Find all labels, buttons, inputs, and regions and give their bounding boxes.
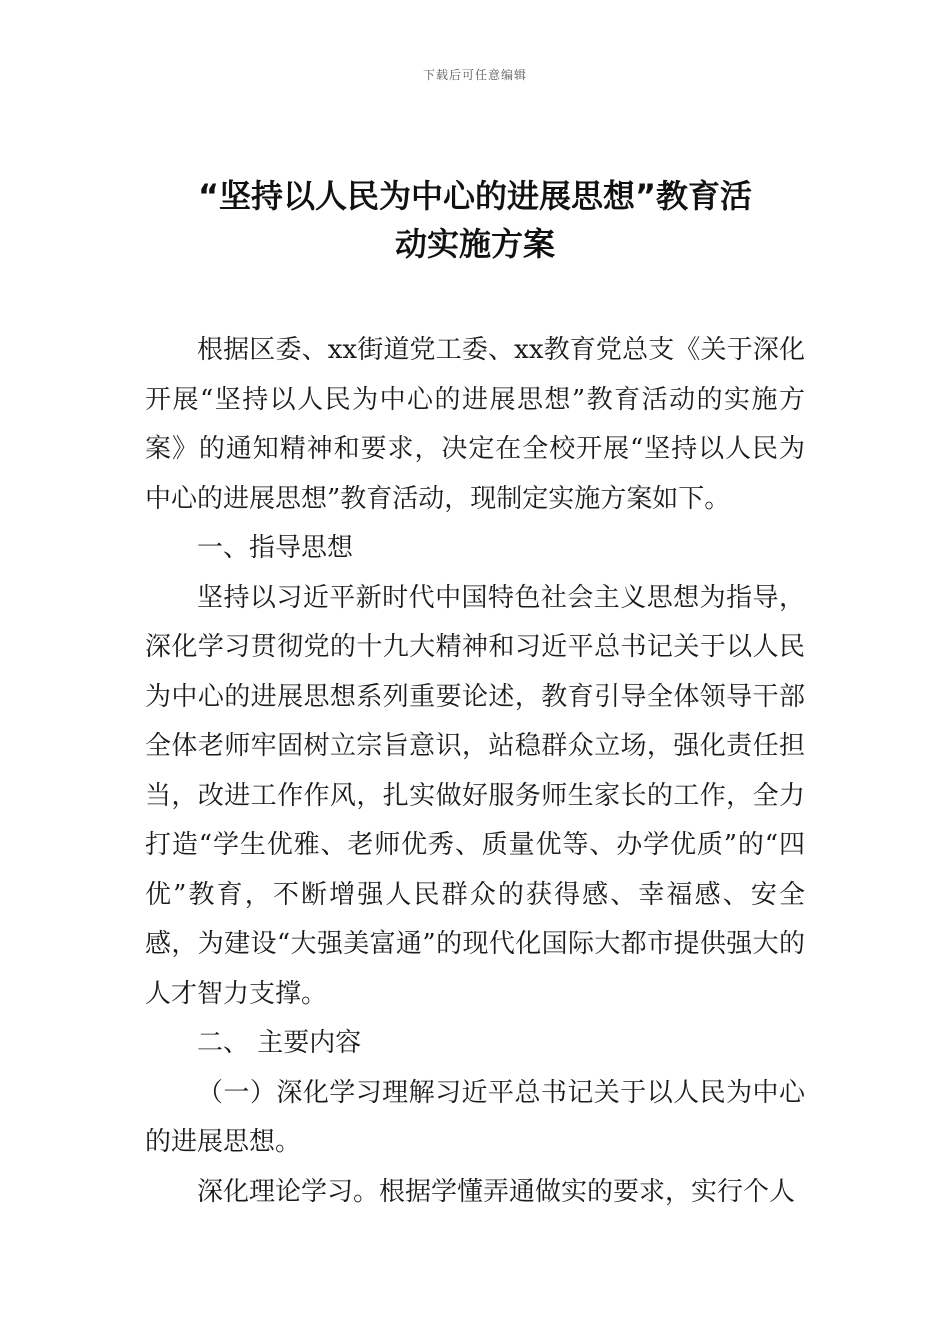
section-heading-main-content: 二、 主要内容 [197, 1028, 362, 1058]
header-note: 下载后可任意编辑 [422, 68, 527, 82]
subsection-heading-study: （一）深化学习理解习近平总书记关于以人民为中心的进展思想。 [145, 1077, 805, 1157]
theory-study-paragraph: 深化理论学习。根据学懂弄通做实的要求，实行个人 [197, 1176, 796, 1207]
intro-paragraph: 根据区委、xx街道党工委、xx教育党总支《关于深化开展“坚持以人民为中心的进展思想”教育活动的实施方案》的通知精神和要求，决定在全校开展“坚持以人民为中心的进展思想”教育活动，现制定实施方案如下。 [145, 335, 805, 514]
section-heading-guiding-ideology: 一、指导思想 [197, 533, 354, 563]
guiding-ideology-paragraph: 坚持以习近平新时代中国特色社会主义思想为指导，深化学习贯彻党的十九大精神和习近平总书记关于以人民为中心的进展思想系列重要论述，教育引导全体领导干部全体老师牢固树立宗旨意识，站稳群众立场，强化责任担当，改进工作作风，扎实做好服务师生家长的工作，全力打造“学生优雅、老师优秀、质量优等、办学优质”的“四优”教育，不断增强人民群众的获得感、幸福感、安全感，为建设“大强美富通”的现代化国际大都市提供强大的人才智力支撑。 [145, 582, 805, 1009]
document-title [145, 172, 805, 268]
title-line-1: “坚持以人民为中心的进展思想”教育活 [197, 177, 753, 215]
title-line-2: 动实施方案 [394, 225, 555, 263]
document-body [145, 326, 805, 1217]
